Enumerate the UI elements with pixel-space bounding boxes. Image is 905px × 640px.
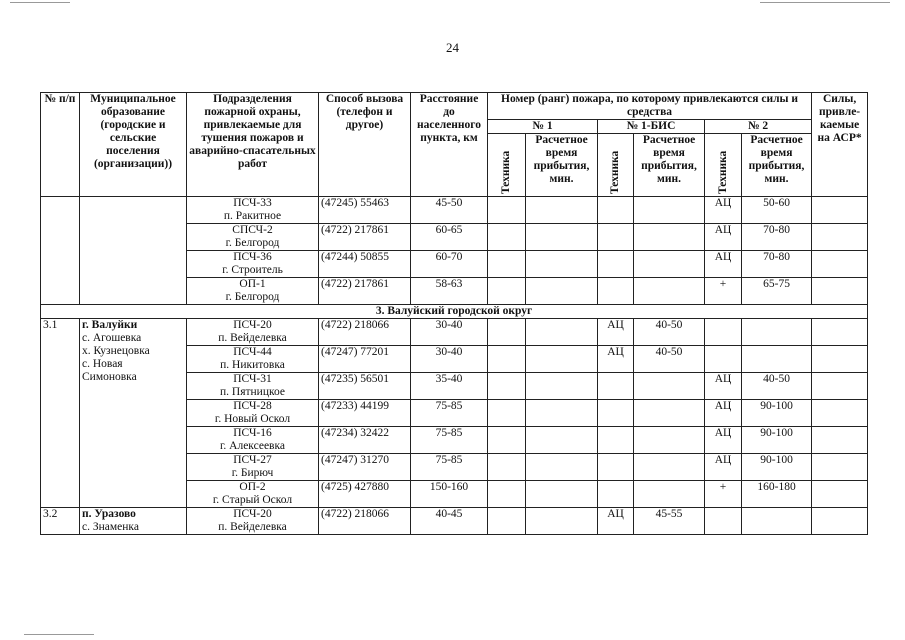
r1bis-tech-cell — [598, 427, 634, 454]
r2-time-cell: 160-180 — [742, 481, 812, 508]
unit-cell — [187, 508, 319, 535]
municipality-item: с. Знаменка — [82, 521, 139, 533]
cell-municipality-empty — [80, 197, 187, 305]
header-tech-r2 — [705, 134, 742, 197]
r1-tech-cell — [488, 319, 526, 346]
municipality-main: п. Уразово — [82, 508, 136, 520]
distance-cell: 40-45 — [411, 508, 488, 535]
unit-name: ПСЧ-31 — [233, 373, 272, 385]
r2-tech-cell: + — [705, 278, 742, 305]
distance-cell: 75-85 — [411, 454, 488, 481]
phone-cell: (47234) 32422 — [319, 427, 411, 454]
unit-cell — [187, 373, 319, 400]
asr-cell — [812, 454, 868, 481]
r2-time-cell: 50-60 — [742, 197, 812, 224]
phone-cell: (47245) 55463 — [319, 197, 411, 224]
group-municipality — [80, 319, 187, 508]
r1-time-cell — [526, 251, 598, 278]
municipality-item: Симоновка — [82, 371, 137, 383]
unit-location: п. Вейделевка — [218, 332, 287, 344]
r1-tech-cell — [488, 400, 526, 427]
r1-time-cell — [526, 481, 598, 508]
unit-location: г. Строитель — [222, 264, 283, 276]
group-municipality — [80, 508, 187, 535]
r1-time-cell — [526, 454, 598, 481]
distance-cell: 58-63 — [411, 278, 488, 305]
r1-tech-cell — [488, 197, 526, 224]
unit-cell — [187, 481, 319, 508]
r1bis-time-cell — [634, 373, 705, 400]
r1bis-time-cell — [634, 224, 705, 251]
unit-name: ПСЧ-16 — [233, 427, 272, 439]
unit-location: г. Алексеевка — [219, 440, 286, 452]
r2-time-cell — [742, 346, 812, 373]
phone-cell: (47247) 31270 — [319, 454, 411, 481]
fire-resources-table — [40, 92, 868, 535]
r1bis-tech-cell: АЦ — [598, 319, 634, 346]
r1bis-tech-cell — [598, 224, 634, 251]
header-arrival-r1: Расчетное время прибытия, мин. — [526, 134, 598, 197]
section-title: 3. Валуйский городской округ — [41, 305, 868, 319]
header-tech-r1bis-text: Техника — [609, 150, 621, 194]
distance-cell: 60-65 — [411, 224, 488, 251]
r1bis-time-cell — [634, 427, 705, 454]
unit-name: ПСЧ-27 — [233, 454, 272, 466]
r1-time-cell — [526, 319, 598, 346]
r2-time-cell: 65-75 — [742, 278, 812, 305]
asr-cell — [812, 278, 868, 305]
asr-cell — [812, 319, 868, 346]
distance-cell: 150-160 — [411, 481, 488, 508]
r1-tech-cell — [488, 251, 526, 278]
asr-cell — [812, 251, 868, 278]
unit-cell — [187, 319, 319, 346]
r1-tech-cell — [488, 508, 526, 535]
unit-location: п. Ракитное — [223, 210, 282, 222]
r1-time-cell — [526, 427, 598, 454]
distance-cell: 35-40 — [411, 373, 488, 400]
header-arrival-r1bis: Расчетное время прибытия, мин. — [634, 134, 705, 197]
unit-name: ПСЧ-28 — [233, 400, 272, 412]
r1bis-tech-cell — [598, 400, 634, 427]
unit-location: п. Пятницкое — [220, 386, 285, 398]
r1-time-cell — [526, 508, 598, 535]
distance-cell: 75-85 — [411, 400, 488, 427]
header-tech-r1-text: Техника — [500, 150, 512, 194]
distance-cell: 30-40 — [411, 319, 488, 346]
r1bis-tech-cell — [598, 481, 634, 508]
distance-cell: 45-50 — [411, 197, 488, 224]
r1-tech-cell — [488, 454, 526, 481]
unit-location: г. Белгород — [225, 291, 280, 303]
asr-cell — [812, 224, 868, 251]
r2-time-cell — [742, 508, 812, 535]
r1bis-time-cell: 40-50 — [634, 346, 705, 373]
phone-cell: (4722) 217861 — [319, 224, 411, 251]
r1-tech-cell — [488, 224, 526, 251]
header-units: Подразделения пожарной охраны, привлекаемые для тушения пожаров и аварийно-спасательных работ — [187, 93, 319, 197]
r2-tech-cell: АЦ — [705, 251, 742, 278]
section-header-row — [41, 305, 868, 319]
unit-cell — [187, 251, 319, 278]
unit-cell — [187, 224, 319, 251]
unit-location: г. Белгород — [225, 237, 280, 249]
header-rank-1-bis: № 1-БИС — [598, 120, 705, 134]
r2-tech-cell: АЦ — [705, 454, 742, 481]
municipality-item: с. Новая — [82, 358, 123, 370]
unit-cell — [187, 400, 319, 427]
r1bis-time-cell: 45-55 — [634, 508, 705, 535]
r1-tech-cell — [488, 481, 526, 508]
r1-tech-cell — [488, 427, 526, 454]
r1-time-cell — [526, 373, 598, 400]
r2-tech-cell: АЦ — [705, 224, 742, 251]
r1-time-cell — [526, 400, 598, 427]
r2-time-cell: 40-50 — [742, 373, 812, 400]
asr-cell — [812, 197, 868, 224]
r1bis-time-cell — [634, 454, 705, 481]
header-call-method: Способ вызова (телефон и другое) — [319, 93, 411, 197]
asr-cell — [812, 481, 868, 508]
header-num: № п/п — [41, 93, 80, 197]
scan-artifact-top-right — [760, 2, 890, 3]
unit-name: ПСЧ-20 — [233, 319, 272, 331]
r1-time-cell — [526, 278, 598, 305]
r1bis-tech-cell — [598, 373, 634, 400]
r2-time-cell — [742, 319, 812, 346]
phone-cell: (4722) 217861 — [319, 278, 411, 305]
header-arrival-r2: Расчетное время прибытия, мин. — [742, 134, 812, 197]
unit-name: ПСЧ-36 — [233, 251, 272, 263]
header-row-1 — [41, 93, 868, 120]
r1bis-tech-cell: АЦ — [598, 508, 634, 535]
distance-cell: 30-40 — [411, 346, 488, 373]
table-row — [41, 197, 868, 224]
municipality-item: х. Кузнецовка — [82, 345, 150, 357]
r1-tech-cell — [488, 346, 526, 373]
scan-artifact-top-left — [10, 2, 70, 3]
header-tech-r1bis — [598, 134, 634, 197]
r2-tech-cell: + — [705, 481, 742, 508]
cell-num-empty — [41, 197, 80, 305]
r2-tech-cell — [705, 508, 742, 535]
municipality-item: с. Агошевка — [82, 332, 142, 344]
unit-name: ОП-2 — [239, 481, 266, 493]
phone-cell: (4722) 218066 — [319, 508, 411, 535]
group-num: 3.2 — [41, 508, 80, 535]
page-number: 24 — [446, 40, 459, 55]
distance-cell: 60-70 — [411, 251, 488, 278]
scan-artifact-bottom-left — [24, 634, 94, 635]
r2-tech-cell: АЦ — [705, 373, 742, 400]
r1bis-tech-cell: АЦ — [598, 346, 634, 373]
group-num: 3.1 — [41, 319, 80, 508]
unit-name: ПСЧ-44 — [233, 346, 272, 358]
r1bis-tech-cell — [598, 197, 634, 224]
r1-time-cell — [526, 224, 598, 251]
r1-time-cell — [526, 346, 598, 373]
header-rank-1: № 1 — [488, 120, 598, 134]
asr-cell — [812, 508, 868, 535]
header-tech-r1 — [488, 134, 526, 197]
table-row — [41, 508, 868, 535]
r2-time-cell: 90-100 — [742, 400, 812, 427]
distance-cell: 75-85 — [411, 427, 488, 454]
asr-cell — [812, 427, 868, 454]
table-row — [41, 319, 868, 346]
r2-time-cell: 90-100 — [742, 454, 812, 481]
unit-location: г. Новый Оскол — [214, 413, 291, 425]
asr-cell — [812, 373, 868, 400]
unit-cell — [187, 454, 319, 481]
header-rank-2: № 2 — [705, 120, 812, 134]
r1bis-time-cell — [634, 251, 705, 278]
unit-name: ПСЧ-33 — [233, 197, 272, 209]
r1-tech-cell — [488, 373, 526, 400]
r1bis-time-cell — [634, 278, 705, 305]
r2-tech-cell — [705, 319, 742, 346]
r1bis-time-cell: 40-50 — [634, 319, 705, 346]
phone-cell: (4725) 427880 — [319, 481, 411, 508]
header-asr: Силы, привле-каемые на АСР* — [812, 93, 868, 197]
unit-cell — [187, 278, 319, 305]
r1bis-time-cell — [634, 400, 705, 427]
r2-tech-cell: АЦ — [705, 197, 742, 224]
r1-tech-cell — [488, 278, 526, 305]
r2-time-cell: 70-80 — [742, 224, 812, 251]
header-fire-rank: Номер (ранг) пожара, по которому привлекаются силы и средства — [488, 93, 812, 120]
phone-cell: (4722) 218066 — [319, 319, 411, 346]
phone-cell: (47244) 50855 — [319, 251, 411, 278]
unit-cell — [187, 346, 319, 373]
unit-location: п. Никитовка — [220, 359, 285, 371]
unit-name: ОП-1 — [239, 278, 266, 290]
header-tech-r2-text: Техника — [716, 150, 729, 194]
asr-cell — [812, 346, 868, 373]
unit-name: СПСЧ-2 — [232, 224, 273, 236]
unit-name: ПСЧ-20 — [233, 508, 272, 520]
r1bis-tech-cell — [598, 454, 634, 481]
phone-cell: (47233) 44199 — [319, 400, 411, 427]
header-distance: Расстояние до населенного пункта, км — [411, 93, 488, 197]
phone-cell: (47235) 56501 — [319, 373, 411, 400]
r2-tech-cell — [705, 346, 742, 373]
r2-time-cell: 70-80 — [742, 251, 812, 278]
r1bis-time-cell — [634, 197, 705, 224]
r1bis-tech-cell — [598, 278, 634, 305]
r2-tech-cell: АЦ — [705, 400, 742, 427]
phone-cell: (47247) 77201 — [319, 346, 411, 373]
unit-cell — [187, 427, 319, 454]
r1bis-tech-cell — [598, 251, 634, 278]
r2-time-cell: 90-100 — [742, 427, 812, 454]
r1-time-cell — [526, 197, 598, 224]
unit-cell — [187, 197, 319, 224]
r1bis-time-cell — [634, 481, 705, 508]
header-municipality: Муниципальное образование (городские и сельские поселения (организации)) — [80, 93, 187, 197]
municipality-main: г. Валуйки — [82, 319, 138, 331]
unit-location: г. Старый Оскол — [212, 494, 293, 506]
r2-tech-cell: АЦ — [705, 427, 742, 454]
asr-cell — [812, 400, 868, 427]
unit-location: п. Вейделевка — [218, 521, 287, 533]
unit-location: г. Бирюч — [231, 467, 274, 479]
